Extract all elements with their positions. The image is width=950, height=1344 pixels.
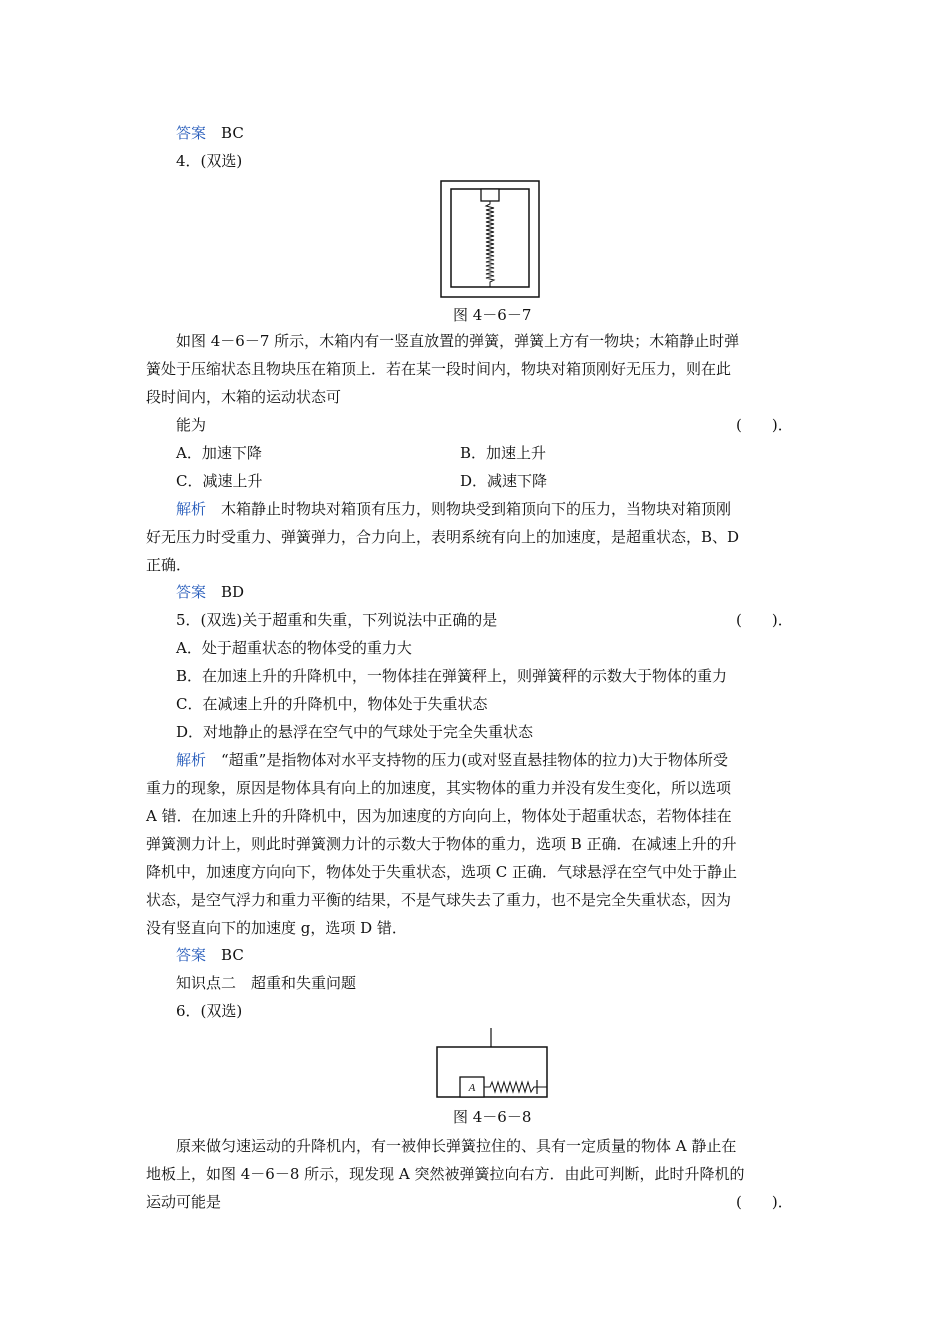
- q4-option-a: A．加速下降: [176, 444, 262, 462]
- q5-analysis-3: A 错．在加速上升的升降机中，因为加速度的方向向上，物体处于超重状态，若物体挂在: [146, 807, 732, 825]
- q6-answer-paren: ( )．: [736, 1193, 793, 1211]
- answer-value: BC: [221, 946, 244, 964]
- answer-value: BD: [221, 583, 245, 601]
- figure-4-6-8: [434, 1028, 550, 1100]
- q4-heading: 4．(双选): [176, 152, 243, 170]
- q6-heading: 6．(双选): [176, 1002, 243, 1020]
- q5-option-d: D．对地静止的悬浮在空气中的气球处于完全失重状态: [176, 723, 534, 741]
- q5-option-c: C．在减速上升的升降机中，物体处于失重状态: [176, 695, 488, 713]
- spring: [486, 201, 494, 287]
- answer-line-q4: [176, 582, 244, 602]
- answer-label: 答案: [176, 583, 207, 601]
- q5-analysis-4: 弹簧测力计上，则此时弹簧测力计的示数大于物体的重力，选项 B 正确．在减速上升的升: [146, 835, 737, 853]
- q5-answer-paren: ( )．: [736, 611, 793, 629]
- q4-option-b: B．加速上升: [460, 444, 547, 462]
- figure-4-6-7: [440, 180, 540, 298]
- q5-analysis-1: [176, 750, 728, 770]
- q5-option-b: B．在加速上升的升降机中，一物体挂在弹簧秤上，则弹簧秤的示数大于物体的重力: [176, 667, 728, 685]
- q4-analysis-2: 好无压力时受重力、弹簧弹力，合力向上，表明系统有向上的加速度，是超重状态，B、D: [146, 528, 740, 546]
- q6-text-2: 地板上，如图 4－6－8 所示，现发现 A 突然被弹簧拉向右方．由此可判断，此时升降机的: [146, 1165, 745, 1183]
- q5-analysis-7: 没有竖直向下的加速度 g，选项 D 错．: [146, 919, 407, 937]
- analysis-text: 木箱静止时物块对箱顶有压力，则物块受到箱顶向下的压力，当物块对箱顶刚: [206, 500, 732, 518]
- block-a-label: A: [468, 1082, 476, 1094]
- q4-text-4: 能为: [176, 416, 207, 434]
- analysis-text: “超重”是指物体对水平支持物的压力(或对竖直悬挂物体的拉力)大于物体所受: [206, 751, 729, 769]
- q4-option-c: C．减速上升: [176, 472, 263, 490]
- analysis-label: 解析: [176, 500, 207, 518]
- q4-option-d: D．减速下降: [460, 472, 548, 490]
- figure-caption-4-6-8: 图 4－6－8: [453, 1108, 532, 1126]
- answer-value: BC: [221, 124, 244, 142]
- spring: [484, 1082, 537, 1092]
- q4-answer-paren: ( )．: [736, 416, 793, 434]
- figure-caption-4-6-7: 图 4－6－7: [453, 306, 532, 324]
- answer-line-q3: [176, 123, 244, 143]
- q5-analysis-2: 重力的现象，原因是物体具有向上的加速度，其实物体的重力并没有发生变化，所以选项: [146, 779, 732, 797]
- answer-label: 答案: [176, 124, 207, 142]
- q6-text-3: 运动可能是: [146, 1193, 222, 1211]
- q4-analysis-1: [176, 499, 731, 519]
- q5-analysis-6: 状态，是空气浮力和重力平衡的结果，不是气球失去了重力，也不是完全失重状态，因为: [146, 891, 732, 909]
- answer-label: 答案: [176, 946, 207, 964]
- q4-text-3: 段时间内，木箱的运动状态可: [146, 388, 342, 406]
- q4-analysis-3: 正确．: [146, 556, 192, 574]
- q4-text-2: 簧处于压缩状态且物块压在箱顶上．若在某一段时间内，物块对箱顶刚好无压力，则在此: [146, 360, 732, 378]
- q5-analysis-5: 降机中，加速度方向向下，物体处于失重状态，选项 C 正确．气球悬浮在空气中处于静止: [146, 863, 738, 881]
- q4-text-1: 如图 4－6－7 所示，木箱内有一竖直放置的弹簧，弹簧上方有一物块；木箱静止时弹: [176, 332, 740, 350]
- analysis-label: 解析: [176, 751, 207, 769]
- q5-heading: 5．(双选)关于超重和失重，下列说法中正确的是: [176, 611, 498, 629]
- section-heading: 知识点二 超重和失重问题: [176, 974, 357, 992]
- answer-line-q5: [176, 945, 244, 965]
- q5-option-a: A．处于超重状态的物体受的重力大: [176, 639, 412, 657]
- block: [481, 189, 499, 201]
- q6-text-1: 原来做匀速运动的升降机内，有一被伸长弹簧拉住的、具有一定质量的物体 A 静止在: [176, 1137, 737, 1155]
